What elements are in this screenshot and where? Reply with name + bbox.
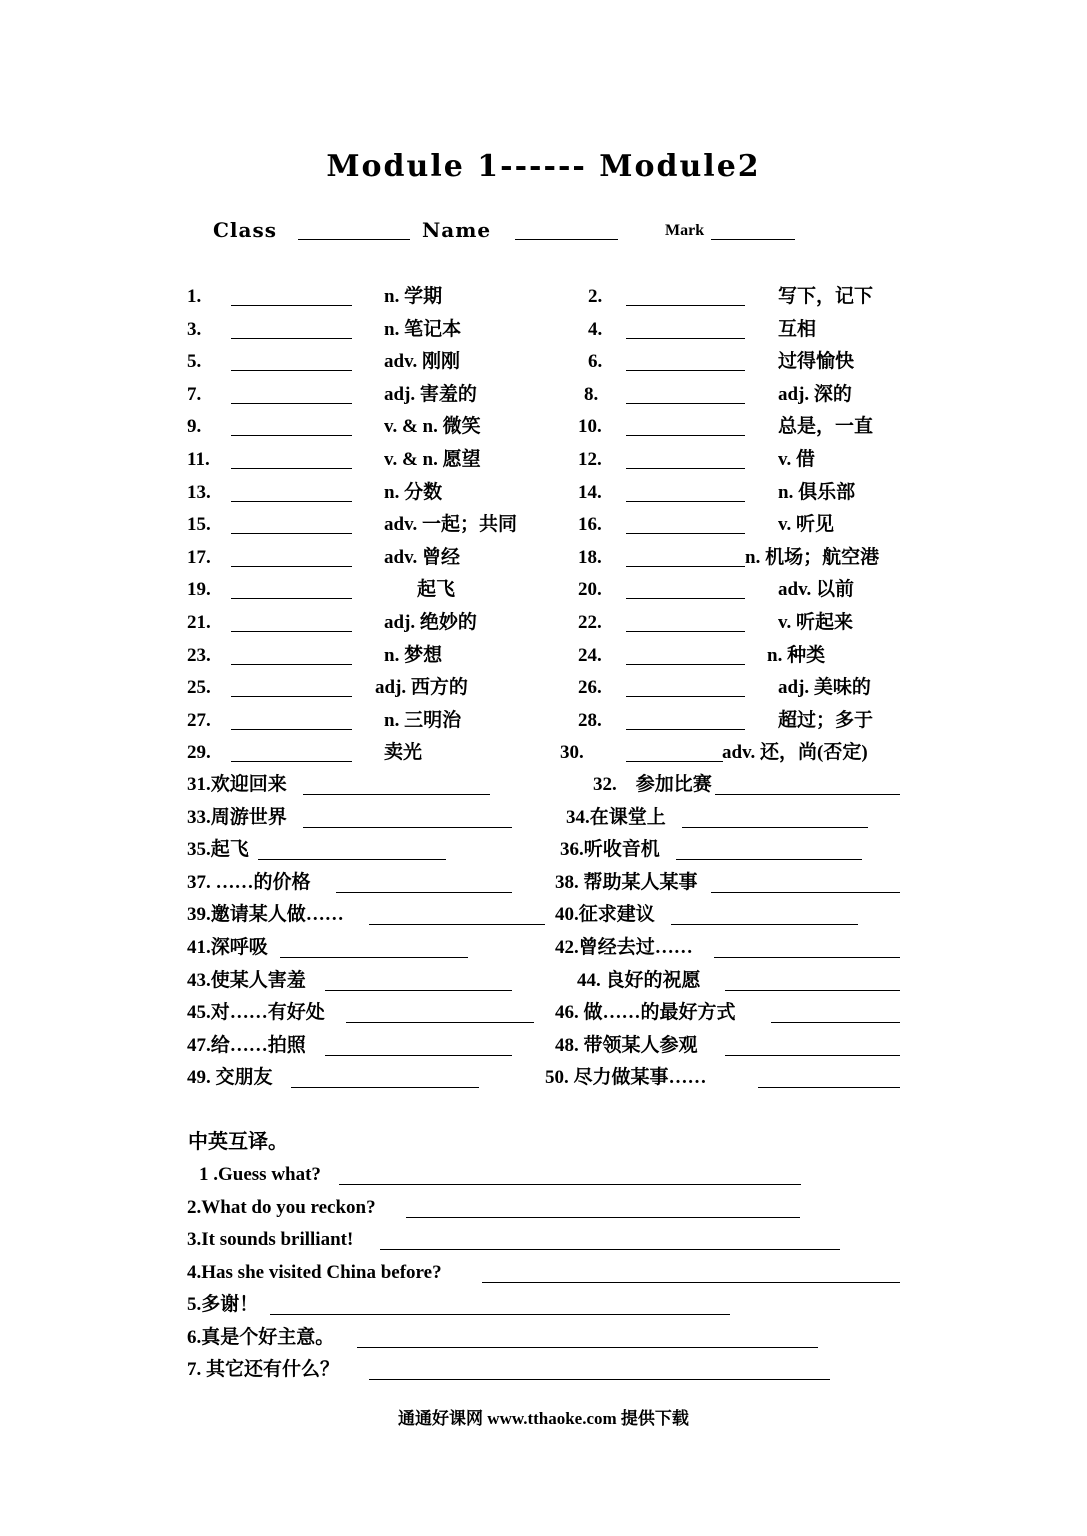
phrase-answer-blank[interactable] [771,1022,900,1023]
phrase-answer-blank[interactable] [711,892,900,893]
translation-answer-blank[interactable] [339,1184,801,1185]
phrase-answer-blank[interactable] [325,990,512,991]
vocab-definition: n. 俱乐部 [778,481,856,503]
translation-prompt: 5.多谢！ [187,1294,259,1315]
vocab-number: 12. [578,449,602,470]
phrase-prompt: 47.给……拍照 [187,1034,306,1056]
vocab-number: 4. [588,318,603,340]
vocab-definition: adv. 刚刚 [384,351,461,373]
phrase-answer-blank[interactable] [346,1022,534,1023]
vocab-answer-blank[interactable] [626,370,745,371]
vocab-number: 29. [187,742,211,764]
phrase-answer-blank[interactable] [714,957,900,958]
vocab-number: 19. [187,579,211,601]
vocab-number: 6. [588,351,603,373]
vocab-number: 15. [187,514,211,536]
phrase-answer-blank[interactable] [676,859,862,860]
vocab-number: 10. [578,416,602,438]
vocab-answer-blank[interactable] [231,403,352,404]
phrase-prompt: 38. 帮助某人某事 [555,871,698,893]
translation-prompt: 2.What do you reckon? [187,1197,376,1218]
vocab-number: 20. [578,579,602,601]
phrase-prompt: 37. ……的价格 [187,871,311,893]
vocab-answer-blank[interactable] [231,501,352,502]
phrase-answer-blank[interactable] [280,957,468,958]
class-blank[interactable] [298,239,410,240]
vocab-definition: 互相 [778,318,817,340]
phrase-answer-blank[interactable] [258,859,446,860]
phrase-prompt: 34.在课堂上 [566,806,666,828]
vocab-definition: adj. 深的 [778,383,852,405]
vocab-answer-blank[interactable] [231,598,352,599]
phrase-answer-blank[interactable] [325,1055,512,1056]
vocab-number: 14. [578,481,602,503]
vocab-definition: 写下，记下 [778,286,874,307]
phrase-prompt: 49. 交朋友 [187,1067,273,1089]
name-blank[interactable] [515,239,618,240]
translation-prompt: 3.It sounds brilliant! [187,1229,354,1250]
vocab-answer-blank[interactable] [626,533,745,534]
mark-label: Mark [665,222,705,239]
vocab-answer-blank[interactable] [231,729,352,730]
vocab-definition: adv. 还，尚(否定) [722,742,868,764]
vocab-number: 22. [578,612,602,633]
phrase-prompt: 41.深呼吸 [187,937,268,958]
phrase-prompt: 50. 尽力做某事…… [545,1067,707,1089]
translation-answer-blank[interactable] [270,1314,730,1315]
vocab-definition: v. & n. 微笑 [384,416,481,438]
vocab-number: 18. [578,546,602,568]
translation-answer-blank[interactable] [406,1217,800,1218]
vocab-answer-blank[interactable] [626,598,745,599]
vocab-definition: adj. 害羞的 [384,383,477,405]
vocab-definition: n. 机场；航空港 [745,546,880,568]
vocab-number: 5. [187,351,202,373]
vocab-number: 11. [187,449,210,470]
vocab-definition: n. 笔记本 [384,318,462,340]
vocab-number: 27. [187,709,211,731]
phrase-answer-blank[interactable] [715,794,900,795]
vocab-definition: n. 学期 [384,286,443,307]
phrase-prompt: 35.起飞 [187,839,249,861]
vocab-answer-blank[interactable] [231,566,352,567]
translation-prompt: 1 .Guess what? [199,1164,321,1185]
vocab-answer-blank[interactable] [626,468,745,469]
phrase-answer-blank[interactable] [336,892,512,893]
phrase-prompt: 32. 参加比赛 [593,774,712,795]
vocab-definition: n. 种类 [767,644,826,666]
vocab-answer-blank[interactable] [231,761,352,762]
vocab-answer-blank[interactable] [231,664,352,665]
vocab-answer-blank[interactable] [231,305,352,306]
vocab-answer-blank[interactable] [626,435,745,436]
vocab-answer-blank[interactable] [231,370,352,371]
name-label: Name [422,218,492,242]
vocab-definition: n. 三明治 [384,709,462,731]
vocab-number: 1. [187,286,202,307]
vocab-number: 21. [187,612,211,633]
vocab-answer-blank[interactable] [231,696,352,697]
phrase-prompt: 39.邀请某人做…… [187,904,344,926]
vocab-number: 28. [578,709,602,731]
vocab-answer-blank[interactable] [231,435,352,436]
vocab-number: 2. [588,286,603,307]
phrase-prompt: 36.听收音机 [560,839,660,861]
translation-prompt: 7. 其它还有什么？ [187,1359,340,1380]
translation-answer-blank[interactable] [380,1249,840,1250]
vocab-number: 24. [578,644,602,666]
translation-answer-blank[interactable] [357,1347,818,1348]
footer: 通通好课网 www.tthaoke.com 提供下载 [398,1409,689,1428]
phrase-prompt: 43.使某人害羞 [187,969,306,991]
phrase-answer-blank[interactable] [671,924,858,925]
vocab-answer-blank[interactable] [626,664,745,665]
phrase-prompt: 40.征求建议 [555,904,655,926]
vocab-definition: adv. 以前 [778,579,855,601]
vocab-definition: v. 听见 [778,514,834,536]
vocab-number: 17. [187,546,211,568]
class-label: Class [213,218,277,242]
vocab-definition: v. 借 [778,449,815,470]
vocab-definition: adv. 曾经 [384,546,461,568]
translation-prompt: 6.真是个好主意。 [187,1327,335,1348]
phrase-answer-blank[interactable] [725,1055,900,1056]
vocab-number: 13. [187,481,211,503]
translation-answer-blank[interactable] [369,1379,830,1380]
vocab-definition: 卖光 [384,742,423,764]
vocab-definition: 超过；多于 [778,709,874,731]
phrase-prompt: 42.曾经去过…… [555,937,693,958]
vocab-number: 8. [584,383,599,405]
phrase-answer-blank[interactable] [303,827,512,828]
vocab-definition: 过得愉快 [778,351,855,373]
vocab-definition: 起飞 [417,579,456,601]
vocab-answer-blank[interactable] [231,533,352,534]
vocab-definition: n. 分数 [384,481,443,503]
phrase-prompt: 48. 带领某人参观 [555,1034,698,1056]
mark-blank[interactable] [711,239,795,240]
vocab-number: 25. [187,677,211,699]
translation-heading: 中英互译。 [188,1131,288,1153]
vocab-definition: adj. 绝妙的 [384,612,477,633]
phrase-prompt: 33.周游世界 [187,806,287,828]
vocab-number: 23. [187,644,211,666]
vocab-answer-blank[interactable] [626,338,745,339]
phrase-prompt: 31.欢迎回来 [187,774,287,795]
phrase-prompt: 45.对……有好处 [187,1002,325,1024]
phrase-prompt: 44. 良好的祝愿 [577,969,701,991]
vocab-answer-blank[interactable] [626,696,745,697]
vocab-answer-blank[interactable] [626,761,723,762]
vocab-definition: adj. 美味的 [778,677,871,699]
vocab-number: 9. [187,416,202,438]
vocab-number: 16. [578,514,602,536]
vocab-answer-blank[interactable] [626,729,745,730]
translation-prompt: 4.Has she visited China before? [187,1262,442,1283]
phrase-answer-blank[interactable] [725,990,900,991]
vocab-answer-blank[interactable] [626,305,745,306]
vocab-answer-blank[interactable] [626,501,745,502]
phrase-answer-blank[interactable] [682,827,868,828]
vocab-answer-blank[interactable] [231,468,352,469]
vocab-number: 26. [578,677,602,699]
vocab-answer-blank[interactable] [231,631,352,632]
phrase-prompt: 46. 做……的最好方式 [555,1002,736,1024]
vocab-definition: adv. 一起；共同 [384,514,518,536]
phrase-answer-blank[interactable] [369,924,545,925]
vocab-answer-blank[interactable] [231,338,352,339]
vocab-definition: v. 听起来 [778,612,853,633]
translation-answer-blank[interactable] [482,1282,900,1283]
vocab-number: 7. [187,383,202,405]
vocab-answer-blank[interactable] [626,566,745,567]
phrase-answer-blank[interactable] [758,1087,900,1088]
vocab-definition: n. 梦想 [384,644,443,666]
vocab-answer-blank[interactable] [626,403,745,404]
phrase-answer-blank[interactable] [303,794,490,795]
vocab-number: 3. [187,318,202,340]
vocab-number: 30. [560,742,584,764]
phrase-answer-blank[interactable] [291,1087,479,1088]
vocab-definition: v. & n. 愿望 [384,449,481,470]
vocab-definition: adj. 西方的 [375,677,468,699]
vocab-answer-blank[interactable] [626,631,745,632]
page-title: Module 1------ Module2 [326,149,761,184]
vocab-definition: 总是，一直 [778,416,874,438]
